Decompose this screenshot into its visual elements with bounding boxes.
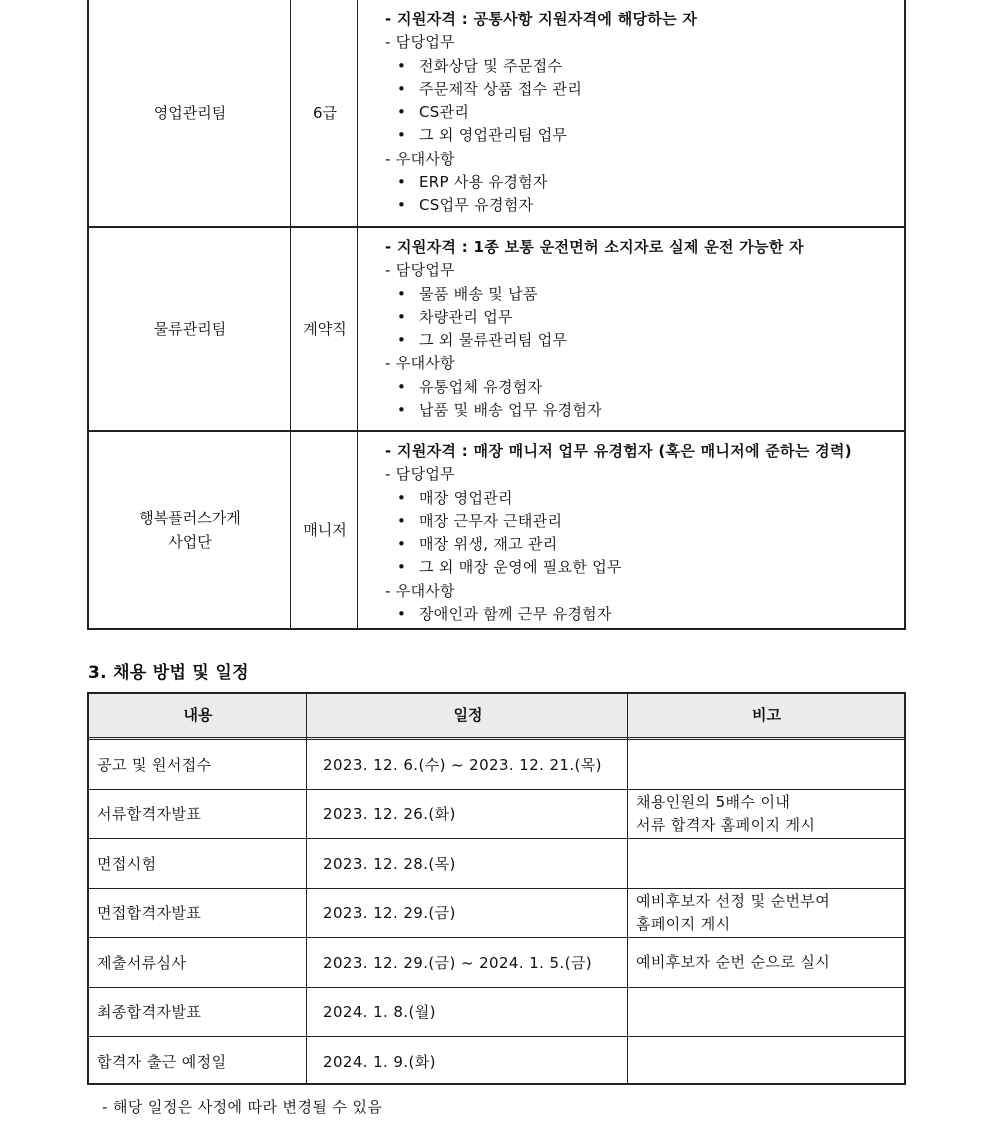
position-row	[89, 228, 904, 432]
duty-bullet-item	[359, 329, 904, 352]
schedule-row	[89, 839, 904, 889]
bullet-icon: •	[397, 535, 407, 554]
schedule-item: 공고 및 원서접수	[97, 755, 212, 774]
schedule-row	[89, 938, 904, 988]
schedule-note	[636, 889, 901, 938]
header-remarks: 비고	[752, 706, 781, 724]
team-name-line: 영업관리팀	[153, 104, 227, 122]
bullet-text: 물품 배송 및 납품	[419, 284, 538, 303]
bullet-text: 주문제작 상품 접수 관리	[419, 79, 583, 98]
team-name	[89, 0, 291, 226]
grade: 계약직	[303, 320, 347, 338]
schedule-date: 2024. 1. 9.(화)	[323, 1053, 436, 1072]
bullet-icon: •	[397, 173, 407, 192]
bullet-text: CS업무 유경험자	[419, 196, 534, 215]
header-schedule: 일정	[453, 706, 483, 724]
bullet-text: 차량관리 업무	[419, 307, 513, 326]
bullet-icon: •	[397, 284, 407, 303]
duty-description	[359, 236, 904, 422]
position-row	[89, 0, 904, 228]
schedule-date: 2023. 12. 6.(수) ~ 2023. 12. 21.(목)	[323, 755, 602, 774]
schedule-item: 면접시험	[97, 854, 157, 873]
footnote: - 해당 일정은 사정에 따라 변경될 수 있음	[102, 1098, 383, 1116]
schedule-item: 제출서류심사	[97, 953, 187, 972]
bullet-text: 납품 및 배송 업무 유경험자	[419, 401, 602, 420]
schedule-item: 서류합격자발표	[97, 805, 202, 824]
schedule-note	[636, 988, 901, 1037]
bullet-icon: •	[397, 511, 407, 530]
bullet-icon: •	[397, 401, 407, 420]
bullet-text: 그 외 매장 운영에 필요한 업무	[419, 558, 622, 577]
bullet-text: 매장 근무자 근태관리	[419, 511, 563, 530]
bullet-text: 매장 영업관리	[419, 488, 513, 507]
schedule-item: 최종합격자발표	[97, 1003, 202, 1022]
duty-bullet-item	[359, 487, 904, 510]
schedule-row	[89, 988, 904, 1038]
schedule-note	[636, 1037, 901, 1087]
note-line: 예비후보자 순번 순으로 실시	[636, 952, 831, 971]
duty-bullet-item	[359, 306, 904, 329]
schedule-date: 2024. 1. 8.(월)	[323, 1003, 436, 1022]
note-line: 서류 합격자 홈페이지 게시	[636, 815, 816, 834]
schedule-note	[636, 938, 901, 987]
schedule-table	[87, 692, 906, 1085]
duty-bullet-item	[359, 101, 904, 124]
note-line: 예비후보자 선정 및 순번부여	[636, 891, 831, 910]
grade: 6급	[312, 104, 338, 122]
bullet-text: ERP 사용 유경험자	[419, 173, 548, 192]
duty-bullet-item	[359, 194, 904, 217]
team-name	[89, 228, 291, 430]
bullet-text: 전화상담 및 주문접수	[419, 56, 563, 75]
qualification-line: - 지원자격 : 공통사항 지원자격에 해당하는 자	[385, 10, 698, 28]
duty-bullet-item	[359, 510, 904, 533]
bullet-text: CS관리	[419, 103, 470, 122]
team-name-line: 행복플러스가게	[139, 509, 241, 527]
bullet-text: 그 외 물류관리팀 업무	[419, 331, 568, 350]
schedule-note	[636, 839, 901, 888]
bullet-icon: •	[397, 558, 407, 577]
schedule-header-row	[89, 694, 904, 740]
bullet-icon: •	[397, 605, 407, 624]
bullet-icon: •	[397, 196, 407, 215]
schedule-date: 2023. 12. 26.(화)	[323, 805, 456, 824]
grade: 매니저	[303, 521, 347, 539]
note-line: 채용인원의 5배수 이내	[636, 792, 791, 811]
schedule-date: 2023. 12. 29.(금)	[323, 904, 456, 923]
section-title: 3. 채용 방법 및 일정	[88, 663, 249, 683]
bullet-text: 장애인과 함께 근무 유경험자	[419, 605, 612, 624]
duty-bullet-item	[359, 55, 904, 78]
duty-bullet-item	[359, 124, 904, 147]
section-heading-line: - 우대사항	[385, 354, 455, 373]
duty-bullet-item	[359, 376, 904, 399]
bullet-icon: •	[397, 103, 407, 122]
team-name-line: 사업단	[168, 533, 212, 551]
bullet-text: 유통업체 유경험자	[419, 377, 543, 396]
duty-bullet-item	[359, 171, 904, 194]
bullet-icon: •	[397, 79, 407, 98]
schedule-row	[89, 889, 904, 939]
team-name	[89, 432, 291, 628]
duty-description	[359, 8, 904, 218]
section-heading-line: - 담당업무	[385, 465, 455, 484]
schedule-row	[89, 1037, 904, 1087]
bullet-icon: •	[397, 56, 407, 75]
bullet-text: 매장 위생, 재고 관리	[419, 535, 558, 554]
team-name-line: 물류관리팀	[153, 320, 227, 338]
duty-bullet-item	[359, 556, 904, 579]
duty-bullet-item	[359, 603, 904, 626]
bullet-icon: •	[397, 126, 407, 145]
bullet-icon: •	[397, 377, 407, 396]
schedule-note	[636, 790, 901, 839]
bullet-icon: •	[397, 307, 407, 326]
schedule-item: 면접합격자발표	[97, 904, 202, 923]
qualification-line: - 지원자격 : 1종 보통 운전면허 소지자로 실제 운전 가능한 자	[385, 238, 804, 256]
schedule-item: 합격자 출근 예정일	[97, 1053, 227, 1072]
bullet-icon: •	[397, 331, 407, 350]
schedule-note	[636, 740, 901, 789]
position-row	[89, 432, 904, 630]
bullet-text: 그 외 영업관리팀 업무	[419, 126, 568, 145]
duty-bullet-item	[359, 283, 904, 306]
duty-bullet-item	[359, 533, 904, 556]
positions-table	[87, 0, 906, 630]
header-content: 내용	[183, 706, 213, 724]
section-heading-line: - 담당업무	[385, 33, 455, 52]
schedule-date: 2023. 12. 29.(금) ~ 2024. 1. 5.(금)	[323, 953, 592, 972]
duty-bullet-item	[359, 399, 904, 422]
duty-bullet-item	[359, 78, 904, 101]
schedule-date: 2023. 12. 28.(목)	[323, 854, 456, 873]
qualification-line: - 지원자격 : 매장 매니저 업무 유경험자 (혹은 매니저에 준하는 경력)	[385, 442, 852, 460]
bullet-icon: •	[397, 488, 407, 507]
schedule-row	[89, 790, 904, 840]
section-heading-line: - 우대사항	[385, 581, 455, 600]
section-heading-line: - 담당업무	[385, 261, 455, 280]
duty-description	[359, 440, 904, 626]
schedule-row	[89, 740, 904, 790]
note-line: 홈페이지 게시	[636, 914, 731, 933]
section-heading-line: - 우대사항	[385, 149, 455, 168]
